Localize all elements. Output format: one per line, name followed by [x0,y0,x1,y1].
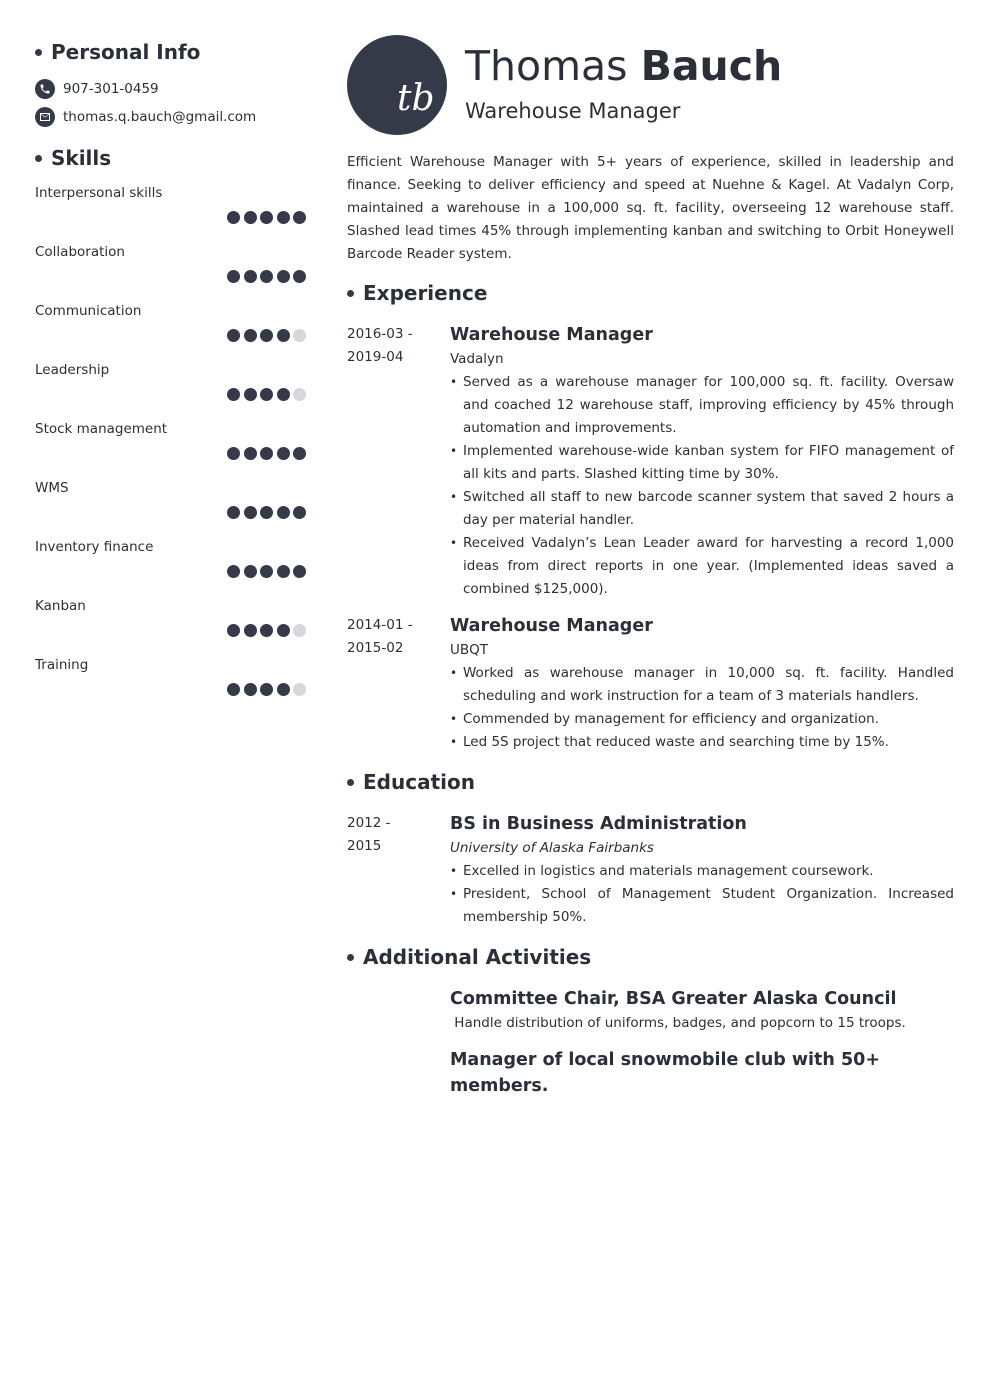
rating-dot-empty [293,624,306,637]
rating-dot-filled [260,388,273,401]
rating-dot-filled [244,211,257,224]
job-position-title: Warehouse Manager [450,325,653,345]
rating-dot-filled [260,447,273,460]
rating-dot-filled [227,624,240,637]
phone-number[interactable]: 907-301-0459 [63,81,159,97]
entry-body [450,613,954,754]
rating-dot-filled [244,447,257,460]
phone-contact [35,80,307,98]
skill-rating [227,506,306,519]
achievement-item: • Led 5S project that reduced waste and searching time by 15%. [450,731,954,754]
company-name: UBQT [450,642,489,658]
skill-item [35,243,307,302]
experience-heading: Experience [347,279,954,307]
entry-dates [347,322,450,601]
rating-dot-filled [293,565,306,578]
skill-name: Leadership [35,362,110,378]
education-details [450,860,954,929]
activity-title: Committee Chair, BSA Greater Alaska Council [450,989,897,1009]
activity-description: Handle distribution of uniforms, badges, and popcorn to 15 troops. [450,1015,906,1031]
rating-dot-filled [244,565,257,578]
skill-rating [227,683,306,696]
rating-dot-filled [227,683,240,696]
date-start: 2012 - [347,815,391,831]
skills-heading: Skills [35,144,307,172]
achievement-item: • Commended by management for efficiency and organization. [450,708,954,731]
education-list [347,811,954,929]
rating-dot-filled [277,270,290,283]
skill-rating [227,624,306,637]
skill-item [35,361,307,420]
rating-dot-filled [293,270,306,283]
experience-entry [347,322,954,601]
last-name: Bauch [640,42,783,90]
achievement-list [450,662,954,754]
skill-rating [227,447,306,460]
rating-dot-filled [244,270,257,283]
section-bullet-icon [347,954,354,961]
resume-header [347,35,954,135]
rating-dot-filled [260,270,273,283]
rating-dot-filled [227,270,240,283]
degree-title: BS in Business Administration [450,814,747,834]
company-name: Vadalyn [450,351,504,367]
rating-dot-filled [244,388,257,401]
email-contact [35,108,307,126]
rating-dot-filled [277,329,290,342]
experience-entry [347,613,954,754]
first-name: Thomas [465,42,628,90]
skill-rating [227,270,306,283]
activity-entry [347,1047,954,1099]
skill-item [35,656,307,715]
education-entry [347,811,954,929]
skill-rating [227,211,306,224]
skill-item [35,302,307,361]
summary: Efficient Warehouse Manager with 5+ years of experience, skilled in leadership and finance. Seeking to deliver efficiency and speed at Nuehne & Kagel. At Vadalyn Corp, maintained a warehouse in a 100,000 sq. ft. facility, overseeing 12 warehouse staff. Slashed lead times 45% through implementing kanban and switching to Orbit Honeywell Barcode Reader system. [347,154,954,262]
job-title: Warehouse Manager [465,99,681,123]
entry-body [450,811,954,929]
rating-dot-filled [277,447,290,460]
section-bullet-icon [347,779,354,786]
rating-dot-filled [260,506,273,519]
sidebar [35,38,307,715]
main-content [347,35,954,1099]
date-end: 2015-02 [347,640,404,656]
experience-list [347,322,954,754]
rating-dot-filled [260,565,273,578]
section-bullet-icon [35,155,42,162]
rating-dot-filled [260,683,273,696]
rating-dot-filled [277,211,290,224]
envelope-icon [35,107,55,127]
rating-dot-filled [244,329,257,342]
avatar [347,35,447,135]
skill-item [35,184,307,243]
skill-rating [227,565,306,578]
skill-name: Interpersonal skills [35,185,163,201]
rating-dot-filled [277,683,290,696]
rating-dot-filled [227,388,240,401]
phone-icon [35,79,55,99]
entry-dates [347,986,450,1035]
education-detail-item: • President, School of Management Student Organization. Increased membership 50%. [450,883,954,929]
personal-info-heading: Personal Info [35,38,307,66]
entry-body [450,322,954,601]
rating-dot-filled [227,506,240,519]
achievement-item: • Worked as warehouse manager in 10,000 sq. ft. facility. Handled scheduling and work instruction for a team of 3 materials handlers. [450,662,954,708]
skill-item [35,479,307,538]
entry-body [450,1047,954,1099]
section-bullet-icon [347,290,354,297]
entry-dates [347,1047,450,1099]
skill-name: Kanban [35,598,86,614]
school-name: University of Alaska Fairbanks [450,840,654,856]
achievement-item: • Served as a warehouse manager for 100,000 sq. ft. facility. Oversaw and coached 12 warehouse staff, improving efficiency by 45% through automation and improvements. [450,371,954,440]
achievement-list [450,371,954,601]
activities-heading: Additional Activities [347,943,954,971]
rating-dot-filled [227,211,240,224]
activity-title: Manager of local snowmobile club with 50+ members. [450,1050,880,1096]
skill-item [35,538,307,597]
rating-dot-filled [260,211,273,224]
entry-body [450,986,954,1035]
entry-dates [347,811,450,929]
skill-name: Communication [35,303,142,319]
skill-name: Inventory finance [35,539,154,555]
section-bullet-icon [35,49,42,56]
activity-entry [347,986,954,1035]
rating-dot-filled [293,506,306,519]
achievement-item: • Received Vadalyn’s Lean Leader award for harvesting a record 1,000 ideas from direct reports in one year. (Implemented ideas saved a combined $125,000). [450,532,954,601]
skill-name: Training [35,657,89,673]
achievement-item: • Implemented warehouse-wide kanban system for FIFO management of all kits and parts. Slashed kitting time by 30%. [450,440,954,486]
rating-dot-empty [293,388,306,401]
rating-dot-filled [227,329,240,342]
skill-rating [227,388,306,401]
skill-name: Stock management [35,421,168,437]
full-name [465,41,782,91]
rating-dot-filled [244,683,257,696]
education-heading: Education [347,768,954,796]
entry-dates [347,613,450,754]
rating-dot-filled [260,329,273,342]
avatar-initials: tb [397,78,435,119]
skill-item [35,597,307,656]
rating-dot-filled [227,447,240,460]
achievement-item: • Switched all staff to new barcode scanner system that saved 2 hours a day per material handler. [450,486,954,532]
skill-name: WMS [35,480,69,496]
job-position-title: Warehouse Manager [450,616,653,636]
rating-dot-filled [244,624,257,637]
rating-dot-filled [277,565,290,578]
rating-dot-filled [277,388,290,401]
skill-item [35,420,307,479]
rating-dot-filled [293,447,306,460]
education-detail-item: • Excelled in logistics and materials management coursework. [450,860,954,883]
activities-list [347,986,954,1099]
rating-dot-empty [293,329,306,342]
rating-dot-filled [277,506,290,519]
rating-dot-filled [227,565,240,578]
rating-dot-filled [277,624,290,637]
email-address[interactable]: thomas.q.bauch@gmail.com [63,109,257,125]
skill-rating [227,329,306,342]
date-end: 2015 [347,838,382,854]
date-end: 2019-04 [347,349,404,365]
rating-dot-empty [293,683,306,696]
date-start: 2014-01 - [347,617,413,633]
rating-dot-filled [293,211,306,224]
rating-dot-filled [244,506,257,519]
date-start: 2016-03 - [347,326,413,342]
rating-dot-filled [260,624,273,637]
skills-list [35,184,307,715]
skill-name: Collaboration [35,244,125,260]
